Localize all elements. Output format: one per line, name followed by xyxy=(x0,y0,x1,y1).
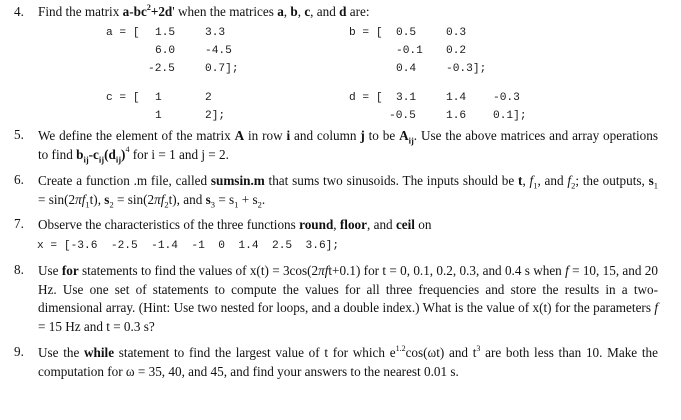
problem-7-text: Observe the characteristics of the three functions round, floor, and ceil on xyxy=(38,217,432,232)
matrix-cell: 1.6 xyxy=(446,110,467,122)
matrix-cell: 0.3 xyxy=(446,27,467,39)
matrix-cell: -0.3 xyxy=(493,92,520,104)
problem-number: 8. xyxy=(14,262,24,277)
matrix-cell: 2]; xyxy=(205,110,226,122)
matrix-cell: -0.1 xyxy=(396,45,423,57)
matrix-cell: 0.7]; xyxy=(205,63,239,75)
matrix-cell: 3.3 xyxy=(205,27,226,39)
matrix-cell: -0.3]; xyxy=(446,63,487,75)
problem-8-text: Use for statements to find the values of x(t) = 3cos(2πft+0.1) for t = 0, 0.1, 0.2, 0.3, and 0.4 s when f = 10, 15, and 20 Hz. Use one set of statements to compute the values for all three frequencies and store the results in a two-dimensional array. (Hint: Use two nested for loops, and a double index.) What is the value of x(t) for the parameters f = 15 Hz and t = 0.3 s? xyxy=(38,263,658,334)
problem-number: 9. xyxy=(14,344,24,359)
matrix-cell: 6.0 xyxy=(155,45,176,57)
problem-6-text: Create a function .m file, called sumsin.m that sums two sinusoids. The inputs should be t, $f_1$, and $f_2$; the outputs, $s_1 = \sin(2\pi f_1t)$, $s_2 = \sin(2\pi f_2t)$, and $s_3 = s_1 + s_2$. xyxy=(38,173,658,210)
matrix-cell: 1.5 xyxy=(155,27,176,39)
problem-5-text: We define the element of the matrix A in row i and column j to be $A_{ij}$. Use the above matrices and array operations to find $b_{ij}-c_{ij}(d_{ij})^4$ for i = 1 and j = 2. xyxy=(38,128,658,165)
matrix-a-label: a = [ xyxy=(106,27,140,39)
matrix-cell: -4.5 xyxy=(205,45,232,57)
matrix-cell: 0.2 xyxy=(446,45,467,57)
matrix-cell: -2.5 xyxy=(148,63,175,75)
matrix-cell: 1.4 xyxy=(446,92,467,104)
matrix-cell: 3.1 xyxy=(396,92,417,104)
x-array-code: x = [-3.6 -2.5 -1.4 -1 0 1.4 2.5 3.6]; xyxy=(37,240,340,252)
matrix-cell: 2 xyxy=(205,92,212,104)
matrix-c-label: c = [ xyxy=(106,92,140,104)
matrix-cell: 0.4 xyxy=(396,63,417,75)
problem-4 xyxy=(14,4,24,20)
matrix-cell: 0.1]; xyxy=(493,110,527,122)
problem-number: 7. xyxy=(14,216,24,231)
problem-number: 6. xyxy=(14,172,24,187)
problem-9-text: Use the while statement to find the largest value of t for which $e^{1.2}\cos(\omega t)$ and $t^3$ are both less than 10. Make the computation for ω = 35, 40, and 45, and find your answers to the nearest 0.01 s. xyxy=(38,343,658,379)
matrix-cell: 0.5 xyxy=(396,27,417,39)
problem-number: 4. xyxy=(14,4,24,19)
problem-4-text: Find the matrix $a-bc^2+2d'$ when the matrices a, b, c, and d are: xyxy=(38,2,370,19)
matrix-b-label: b = [ xyxy=(349,27,383,39)
problem-number: 5. xyxy=(14,127,24,142)
matrix-cell: 1 xyxy=(155,110,162,122)
matrix-cell: -0.5 xyxy=(389,110,416,122)
matrix-d-label: d = [ xyxy=(349,92,383,104)
matrix-cell: 1 xyxy=(155,92,162,104)
